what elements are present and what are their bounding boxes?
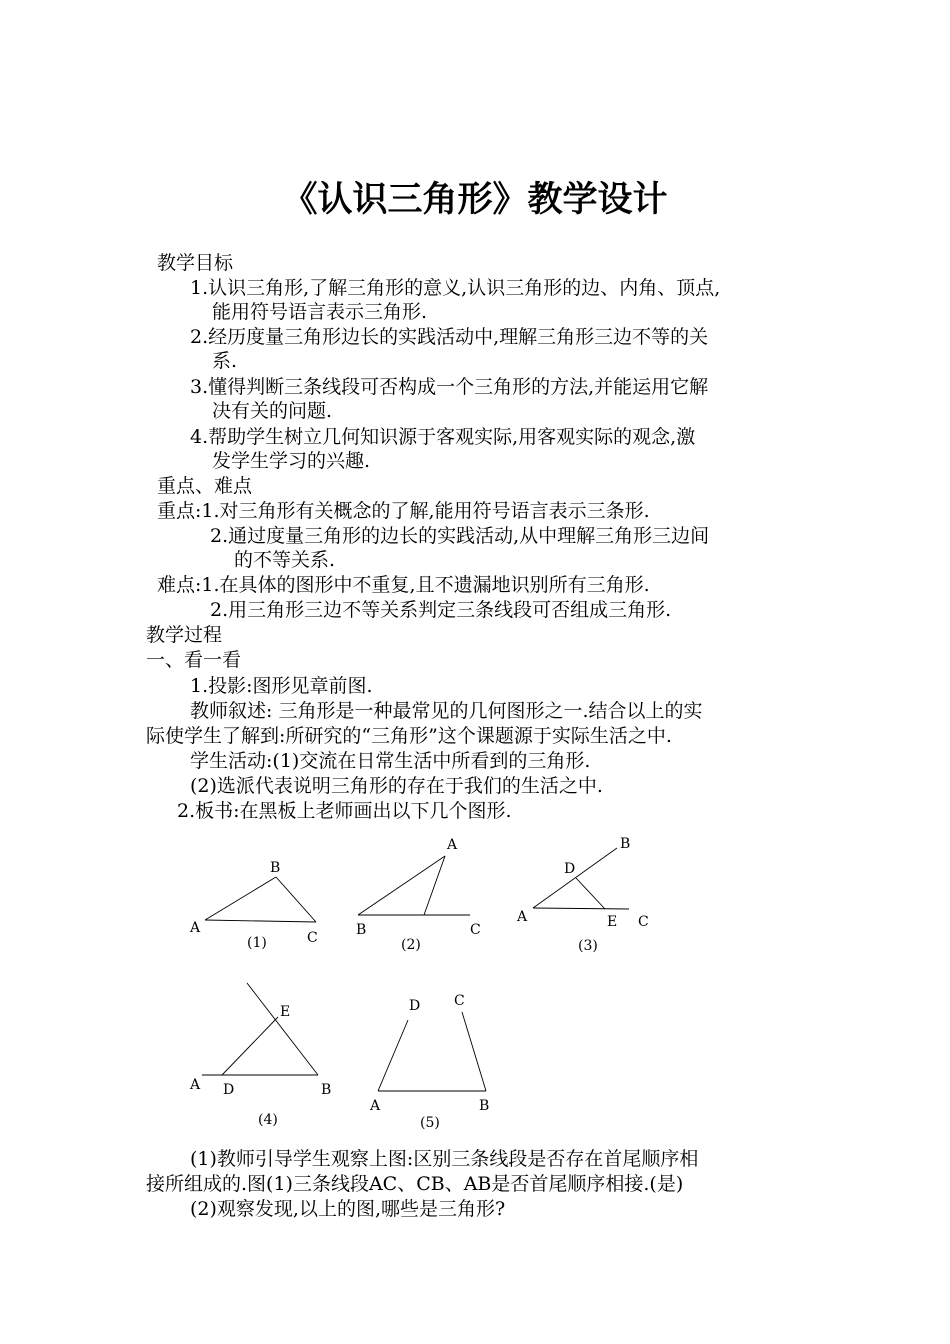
fig1-caption: (1): [247, 935, 267, 951]
section-look: 一、看一看: [146, 649, 242, 671]
fig4-label-e: E: [280, 1004, 291, 1020]
step-blackboard: 2.板书:在黑板上老师画出以下几个图形.: [177, 800, 512, 822]
fig1-side-ab: [205, 877, 276, 920]
fig3-segment-ac: [533, 908, 629, 909]
fig4-label-b: B: [321, 1082, 332, 1098]
fig4-label-d: D: [223, 1082, 235, 1098]
difficulty-1: 难点:1.在具体的图形中不重复,且不遗漏地识别所有三角形.: [157, 574, 650, 596]
fig2-label-a: A: [447, 837, 458, 853]
objective-4-cont: 发学生学习的兴趣.: [212, 450, 371, 472]
fig3-ray-ab: [533, 848, 617, 908]
objective-2-cont: 系.: [212, 350, 238, 372]
observation-2: (2)观察发现,以上的图,哪些是三角形?: [190, 1198, 506, 1220]
fig5-label-d: D: [409, 998, 421, 1014]
fig2-caption: (2): [401, 937, 421, 953]
fig2-label-c: C: [470, 922, 481, 938]
page-title: 《认识三角形》教学设计: [282, 180, 668, 220]
fig3-label-e: E: [607, 914, 618, 930]
difficulty-2: 2.用三角形三边不等关系判定三条线段可否组成三角形.: [210, 599, 672, 621]
fig5-label-a: A: [370, 1098, 381, 1114]
heading-process: 教学过程: [146, 624, 223, 646]
heading-objectives: 教学目标: [157, 252, 234, 274]
fig3-label-d: D: [564, 861, 576, 877]
objective-1: 1.认识三角形,了解三角形的意义,认识三角形的边、内角、顶点,: [190, 277, 721, 299]
fig1-label-c: C: [307, 930, 318, 946]
fig4-caption: (4): [258, 1112, 278, 1128]
fig2-segment-a: [424, 856, 445, 915]
key-point-2: 2.通过度量三角形的边长的实践活动,从中理解三角形三边间: [210, 525, 710, 547]
fig5-caption: (5): [420, 1115, 440, 1131]
key-point-2-cont: 的不等关系.: [234, 549, 336, 571]
fig3-label-b: B: [620, 836, 631, 852]
fig3-caption: (3): [578, 938, 598, 954]
fig1-label-a: A: [190, 920, 201, 936]
observation-1: (1)教师引导学生观察上图:区别三条线段是否存在首尾顺序相: [190, 1148, 699, 1170]
observation-1-cont: 接所组成的.图(1)三条线段AC、CB、AB是否首尾顺序相接.(是): [146, 1173, 684, 1195]
fig3-label-c: C: [638, 914, 649, 930]
fig1-side-ac: [205, 920, 316, 922]
step-projection: 1.投影:图形见章前图.: [190, 675, 373, 697]
objective-3-cont: 决有关的问题.: [212, 400, 333, 422]
fig5-side-bc: [462, 1012, 486, 1091]
key-point-1: 重点:1.对三角形有关概念的了解,能用符号语言表示三条形.: [157, 500, 650, 522]
fig3-segment-de: [576, 878, 605, 909]
heading-key-points: 重点、难点: [157, 475, 253, 497]
fig1-side-bc: [276, 877, 316, 922]
student-activity-1: 学生活动:(1)交流在日常生活中所看到的三角形.: [190, 750, 591, 772]
objective-4: 4.帮助学生树立几何知识源于客观实际,用客观实际的观念,激: [190, 426, 696, 448]
fig2-label-b: B: [356, 922, 367, 938]
fig5-label-c: C: [454, 993, 465, 1009]
fig5-side-ad: [378, 1020, 408, 1091]
fig1-label-b: B: [270, 860, 281, 876]
fig4-ray-e: [247, 983, 318, 1075]
teacher-narration-cont: 际使学生了解到:所研究的“三角形”这个课题源于实际生活之中.: [146, 725, 672, 747]
student-activity-2: (2)选派代表说明三角形的存在于我们的生活之中.: [190, 775, 603, 797]
objective-1-cont: 能用符号语言表示三角形.: [212, 301, 428, 323]
fig4-label-a: A: [190, 1077, 201, 1093]
fig2-side-ab: [358, 856, 445, 915]
fig4-segment-de: [222, 1017, 278, 1075]
fig3-label-a: A: [517, 909, 528, 925]
teacher-narration: 教师叙述: 三角形是一种最常见的几何图形之一.结合以上的实: [190, 700, 703, 722]
fig5-label-b: B: [479, 1098, 490, 1114]
objective-3: 3.懂得判断三条线段可否构成一个三角形的方法,并能运用它解: [190, 376, 709, 398]
objective-2: 2.经历度量三角形边长的实践活动中,理解三角形三边不等的关: [190, 326, 709, 348]
